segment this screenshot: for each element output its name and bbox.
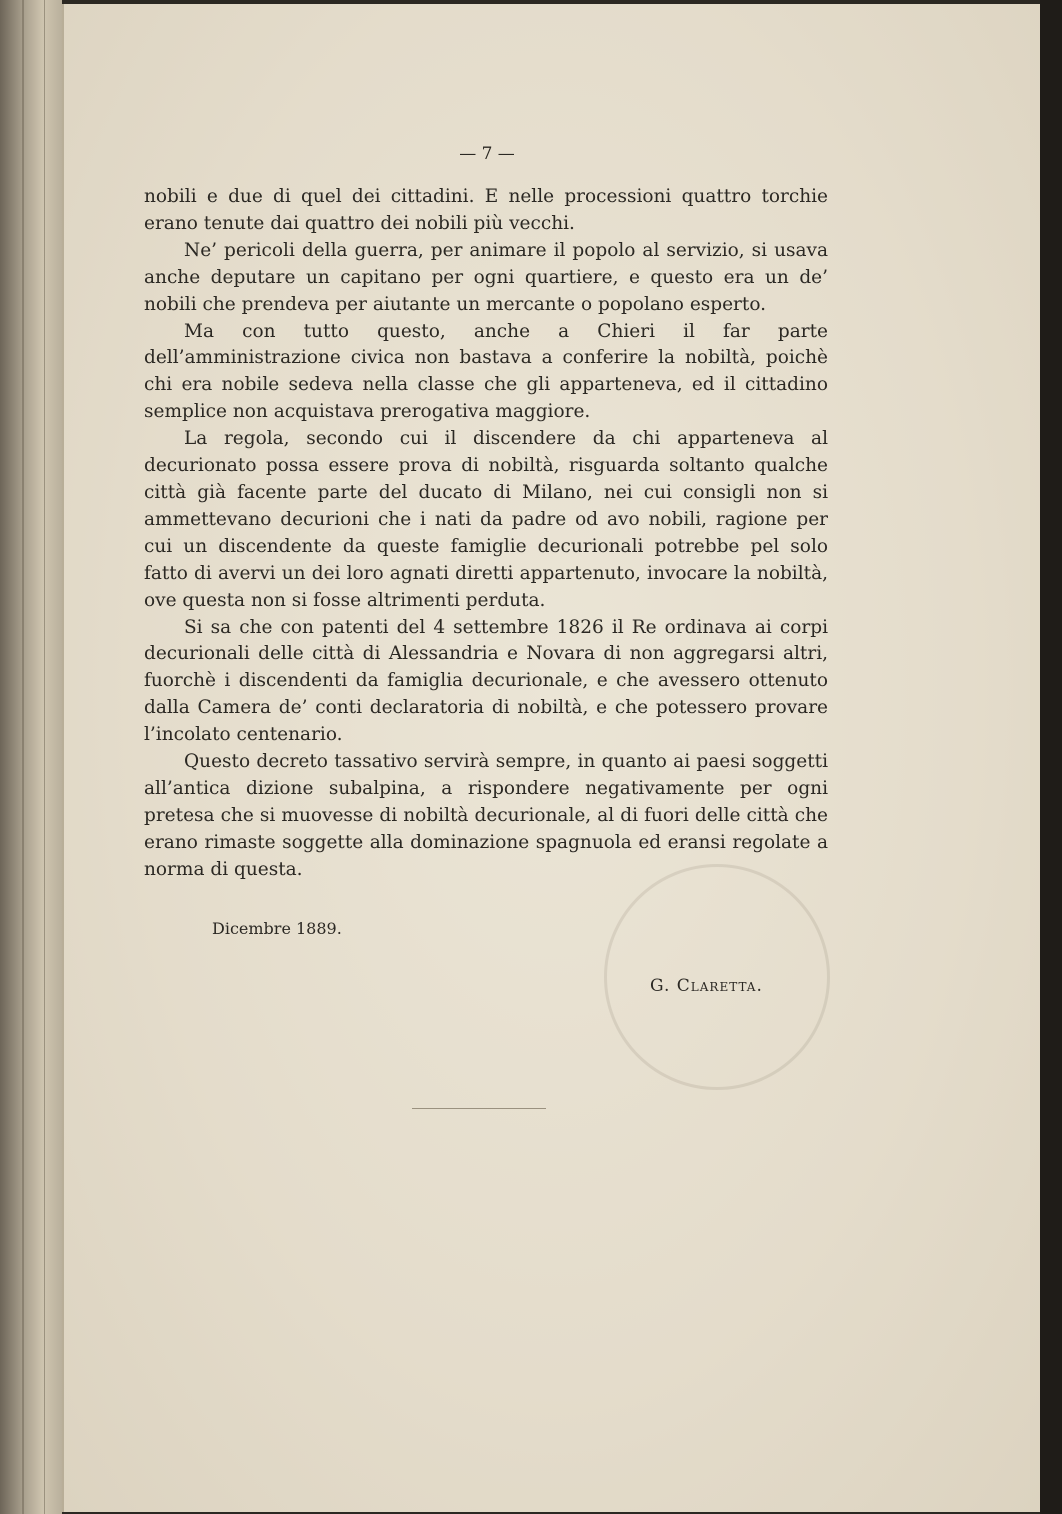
author-signature: G. Claretta. bbox=[650, 976, 763, 996]
paragraph: Ne’ pericoli della guerra, per animare il popolo al servizio, si usava anche deputare un capitano per ogni quartiere, e questo era un de’ nobili che prendeva per aiutante un mercante o popolano esperto. bbox=[144, 239, 828, 315]
paragraph: nobili e due di quel dei cittadini. E nelle processioni quattro torchie erano tenute dai quattro dei nobili più vecchi. bbox=[144, 186, 828, 234]
paragraph: La regola, secondo cui il discendere da chi apparteneva al decurionato possa essere prova di nobiltà, risguarda soltanto qualche città già facente parte del ducato di Milano, nei cui consigli non si ammettevano decurioni che i nati da padre od avo nobili, ragione per cui un discendente da queste famiglie decurionali potrebbe pel solo fatto di avervi un dei loro agnati diretti appartenuto, invocare la nobiltà, ove questa non si fosse altrimenti perduta. bbox=[144, 428, 828, 611]
book-page-edges bbox=[0, 0, 62, 1514]
paragraph: Questo decreto tassativo servirà sempre, in quanto ai paesi soggetti all’antica dizione subalpina, a rispondere negativamente per ogni pretesa che si muovesse di nobiltà decurionale, al di fuori delle città che erano rimaste soggette alla dominazione spagnuola ed eransi regolate a norma di questa. bbox=[144, 751, 828, 880]
paragraph: Si sa che con patenti del 4 settembre 1826 il Re ordinava ai corpi decurionali delle città di Alessandria e Novara di non aggregarsi altri, fuorchè i discendenti da famiglia decurionale, e che avessero ottenuto dalla Camera de’ conti declaratoria di nobiltà, e che potessero provare l’incolato centenario. bbox=[144, 616, 828, 746]
date-line: Dicembre 1889. bbox=[212, 919, 342, 938]
page-edge-line bbox=[22, 0, 24, 1514]
page-edge-line bbox=[44, 0, 45, 1514]
book-page bbox=[62, 4, 1042, 1512]
scan-border bbox=[1040, 0, 1062, 1514]
closing-rule bbox=[412, 1108, 546, 1109]
page-number: — 7 — bbox=[459, 144, 515, 164]
paragraph: Ma con tutto questo, anche a Chieri il far parte dell’amministrazione civica non bastava a conferire la nobiltà, poichè chi era nobile sedeva nella classe che gli apparteneva, ed il cittadino semplice non acquistava prerogativa maggiore. bbox=[144, 320, 828, 423]
body-text bbox=[144, 184, 828, 884]
